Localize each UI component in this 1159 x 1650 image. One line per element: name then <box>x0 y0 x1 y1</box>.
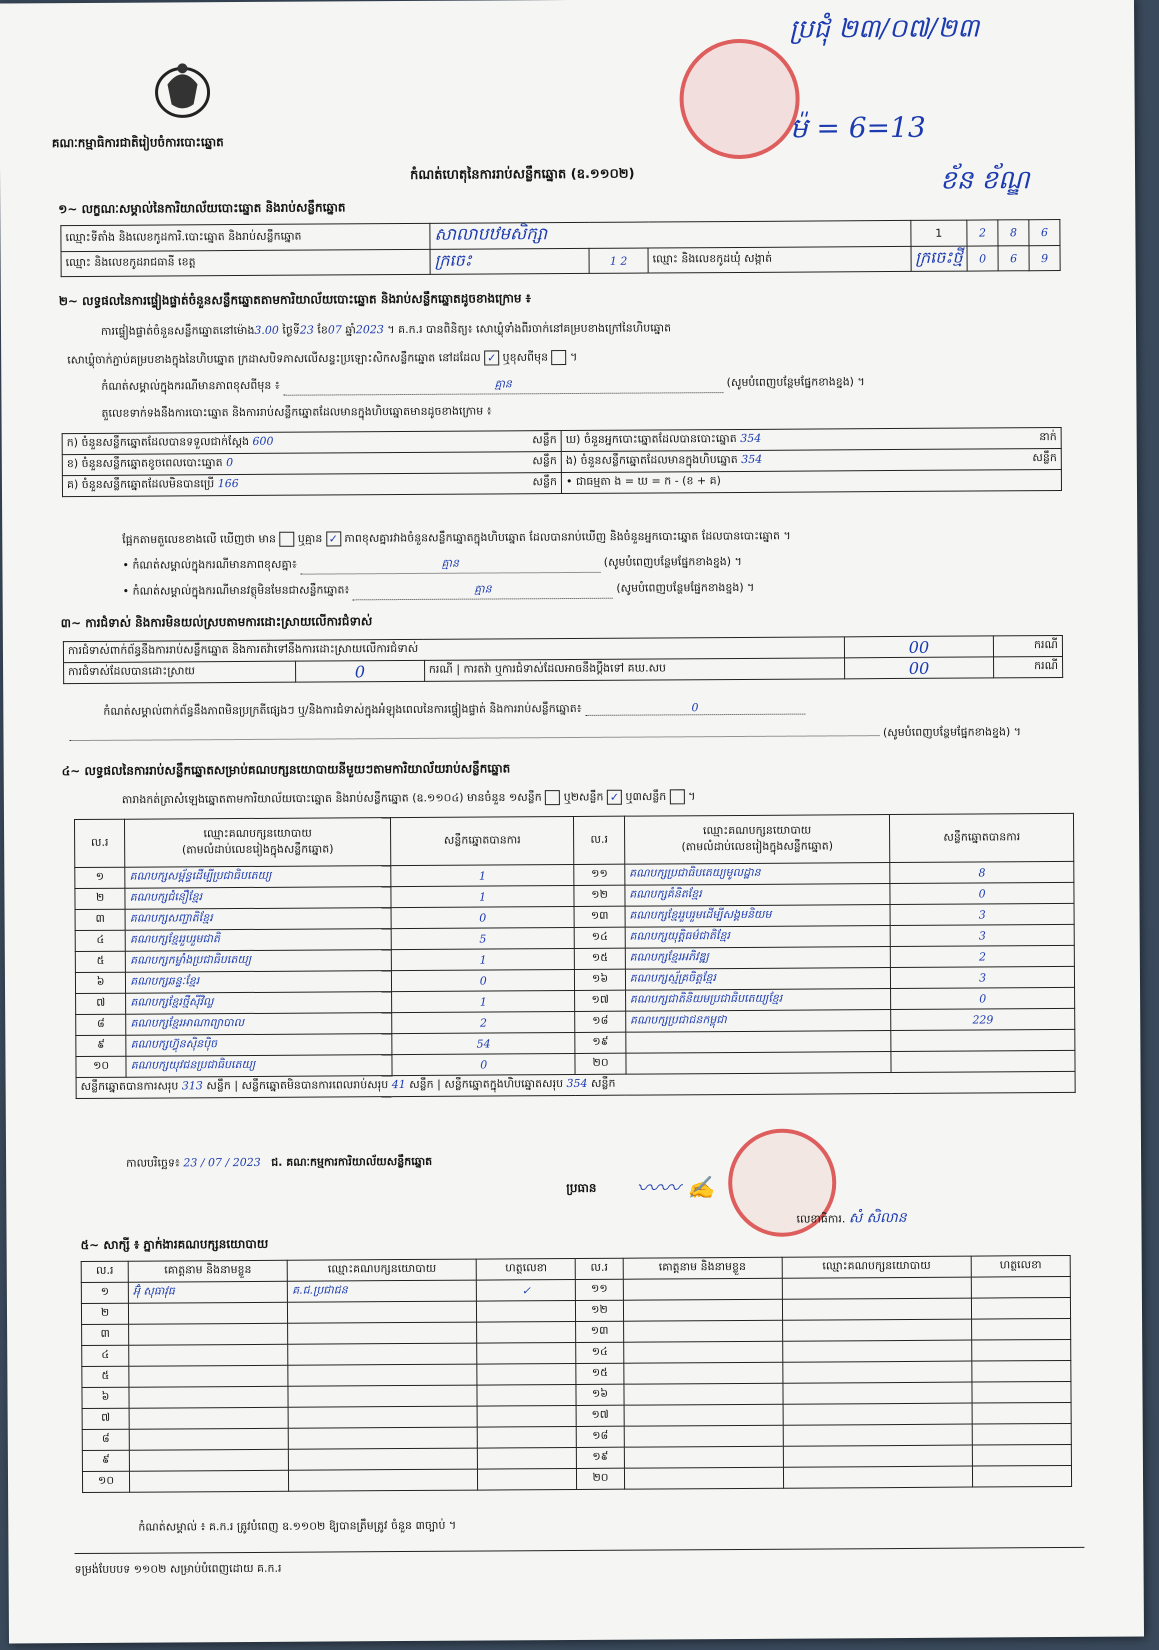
unchanged-checkbox[interactable]: ✓ <box>484 350 499 365</box>
witness-name[interactable] <box>624 1467 783 1489</box>
witness-party[interactable] <box>783 1382 972 1404</box>
appeal-value: 00 <box>845 657 994 679</box>
party-number: ៦ <box>75 972 125 993</box>
witness-number: ២ <box>81 1303 128 1324</box>
location-code-3: 8 <box>998 220 1029 246</box>
secretary-name: សំ សិលាន <box>848 1209 907 1227</box>
ballots-in-box-row: ង) ចំនួនសន្លឹកឆ្នោតដែលមានក្នុងហិបឆ្នោត 354 សន្លឹក <box>561 449 1061 473</box>
witness-number: ១៩ <box>577 1447 624 1468</box>
party-votes <box>891 1029 1075 1051</box>
witness-col-no-left: ល.រ <box>81 1261 128 1282</box>
irregularity-fill-hint: (សូមបំពេញបន្ថែមផ្នែកខាងខ្នង) ។ <box>69 725 1069 747</box>
two-sheet-checkbox[interactable]: ✓ <box>607 790 622 805</box>
commune-code-3: 9 <box>1029 246 1060 271</box>
handwritten-signature-note: ខ័ន ខ័ណ្ឌ <box>940 165 1030 196</box>
tally-sheet-line: តារាងកត់ត្រាសំឡេងឆ្នោតតាមការិយាល័យបោះឆ្នោត និងរាប់សន្លឹកឆ្នោត (ឧ.១១០៤) មានចំនួន ១សន្លឹក ឬ២សន្លឹក ✓ ឬ៣សន្លឹក ។ <box>121 789 696 807</box>
witness-party <box>288 1427 477 1449</box>
party-votes: 0 <box>391 969 575 991</box>
witness-signature[interactable] <box>972 1402 1071 1424</box>
witness-number: ៧ <box>82 1408 129 1429</box>
received-ballots-row: ក) ចំនួនសន្លឹកឆ្នោតដែលបានទទួលជាក់ស្តែង 600 សន្លឹក <box>62 431 561 455</box>
witness-number: ២០ <box>577 1468 624 1489</box>
appeal-label: ករណី | ការតវ៉ា ឬការជំទាស់ដែលអាចនឹងប្តឹងទៅ គឃ.សប <box>424 658 844 682</box>
party-name: គណបក្សខ្មែរថ្មីស៊ីវិល្ល <box>126 992 392 1015</box>
witness-col-party-left: ឈ្មោះគណបក្សនយោបាយ <box>287 1259 476 1281</box>
witness-number: ៣ <box>82 1324 129 1345</box>
witness-name <box>128 1302 287 1324</box>
witness-party[interactable] <box>783 1361 972 1383</box>
party-number: ១៦ <box>575 969 625 990</box>
witness-name[interactable] <box>623 1362 782 1384</box>
difference-note: កំណត់សម្គាល់ក្នុងករណីមានភាពខុសពីមុន ៖ គ្មាន (សូមបំពេញបន្ថែមផ្នែកខាងខ្នង) ។ <box>101 374 1081 397</box>
witness-name <box>129 1449 288 1471</box>
party-number: ១២ <box>574 885 624 906</box>
party-number: ៥ <box>75 951 125 972</box>
witness-signature <box>478 1468 577 1490</box>
witness-number: ៩ <box>82 1450 129 1471</box>
verify-time: 3.00 <box>254 323 279 337</box>
witness-signature[interactable] <box>971 1318 1070 1340</box>
resolved-value: 0 <box>295 660 424 682</box>
unused-ballots-row: គ) ចំនួនសន្លឹកឆ្នោតដែលមិនបានប្រើ 166 សន្លឹក <box>62 473 561 497</box>
location-value: សាលាបឋមសិក្សា <box>430 220 911 249</box>
appeal-unit: ករណី <box>994 656 1063 677</box>
witness-name <box>129 1365 288 1387</box>
province-code: 1 2 <box>589 248 648 273</box>
witness-party <box>289 1469 478 1491</box>
compare-line: ផ្អែកតាមតួលេខខាងលើ ឃើញថា មាន ឬគ្មាន ✓ ភាពខុសគ្នារវាងចំនួនសន្លឹកឆ្នោតក្នុងហិបឆ្នោត ដែលបានរាប់ឃើញ និងចំនួនអ្នកបោះឆ្នោត ដែលបានបោះឆ្នោត ។ <box>122 529 791 547</box>
no-difference-checkbox[interactable]: ✓ <box>326 531 341 546</box>
witness-signature[interactable] <box>972 1465 1071 1487</box>
official-seal-stamp <box>679 39 800 160</box>
footer-divider <box>74 1547 1084 1554</box>
witness-name <box>129 1323 288 1345</box>
witness-number: ១២ <box>576 1300 623 1321</box>
witness-party <box>288 1364 477 1386</box>
witness-signature <box>477 1321 576 1343</box>
party-name: គណបក្សសញ្ជាតិខ្មែរ <box>125 908 391 931</box>
witness-number: ១៨ <box>577 1426 624 1447</box>
witness-signature[interactable] <box>972 1360 1071 1382</box>
witness-party[interactable] <box>782 1340 971 1362</box>
province-value: ក្រចេះ <box>430 248 589 274</box>
party-name: គណបក្សឆន្ទៈខ្មែរ <box>126 971 392 994</box>
witness-col-party-right: ឈ្មោះគណបក្សនយោបាយ <box>782 1256 971 1278</box>
irregularity-note: កំណត់សម្គាល់ពាក់ព័ន្ធនឹងភាពមិនប្រក្រតីផ្សេងៗ ឬ/និងការជំទាស់ក្នុងអំឡុងពេលនៃការផ្ទៀងផ្ទាត់ និងការរាប់សន្លឹកឆ្នោត៖ 0 <box>103 701 805 721</box>
witness-party <box>288 1322 477 1344</box>
witness-name[interactable] <box>623 1278 782 1300</box>
witness-party[interactable] <box>783 1403 972 1425</box>
complaints-value: 00 <box>844 636 993 658</box>
col-no-left: ល.រ <box>74 819 125 867</box>
section3-title: ៣~ ការជំទាស់ និងការមិនយល់ស្របតាមការដោះស្រាយលើការជំទាស់ <box>60 614 373 631</box>
party-votes: 2 <box>392 1011 576 1033</box>
party-number: ៤ <box>75 930 125 951</box>
party-name: គណបក្សសម្ព័ន្ធដើម្បីប្រជាធិបតេយ្យ <box>125 866 391 889</box>
witness-signature[interactable] <box>972 1381 1071 1403</box>
resolved-label: ការជំទាស់ដែលបានដោះស្រាយ <box>64 661 296 683</box>
witness-name <box>129 1407 288 1429</box>
summary-table <box>62 427 1062 497</box>
total-in-box: 354 <box>566 1076 588 1091</box>
section1-table <box>60 219 1060 277</box>
witness-party[interactable] <box>782 1277 971 1299</box>
party-number: ១៨ <box>575 1011 625 1032</box>
three-sheet-checkbox[interactable] <box>670 789 685 804</box>
witness-number: ១៦ <box>576 1384 623 1405</box>
witness-name[interactable] <box>624 1404 783 1426</box>
party-votes: 1 <box>391 885 575 907</box>
section5-title: ៥~ សាក្សី ៖ ភ្នាក់ងារគណបក្សនយោបាយ <box>80 1236 269 1253</box>
party-name: គណបក្សខ្មែររួបរួមជាតិ <box>125 929 391 952</box>
province-label: ឈ្មោះ និងលេខកូដរាជធានី ខេត្ត <box>61 249 430 276</box>
party-name: គណបក្សប្រជាជនកម្ពុជា <box>625 1010 891 1033</box>
party-name: គណបក្សយុត្តិធម៌ជាតិខ្មែរ <box>625 926 891 949</box>
difference-note-value: គ្មាន <box>283 376 723 396</box>
party-name: គណបក្សខ្មែររួបរួមដើម្បីសង្គមនិយម <box>625 905 891 928</box>
complaints-label: ការជំទាស់ពាក់ព័ន្ធនឹងការរាប់សន្លឹកឆ្នោត និងការតវ៉ាទៅនឹងការដោះស្រាយលើការជំទាស់ <box>63 637 844 663</box>
witness-number: ១៣ <box>576 1321 623 1342</box>
witness-party: គ.ជ.ប្រជាជន <box>288 1280 477 1302</box>
party-number: ១០ <box>76 1056 126 1077</box>
party-name: គណបក្សប្រជាធិបតេយ្យមូលដ្ឋាន <box>625 863 891 886</box>
commune-value: ក្រចេះថ្មី <box>911 246 967 271</box>
witness-name[interactable] <box>623 1299 782 1321</box>
witness-number: ១៤ <box>576 1342 623 1363</box>
party-number: ១១ <box>574 864 624 885</box>
section4-title: ៤~ លទ្ធផលនៃការរាប់សន្លឹកឆ្នោតសម្រាប់គណបក្សនយោបាយនីមួយៗតាមការិយាល័យរាប់សន្លឹកឆ្នោត <box>61 761 511 779</box>
has-difference-checkbox[interactable] <box>279 532 294 547</box>
witness-party <box>288 1406 477 1428</box>
witness-signature <box>477 1363 576 1385</box>
witness-signature <box>478 1426 577 1448</box>
signing-date-line: កាលបរិច្ឆេទ៖ 23 / 07 / 2023 ជ. គណៈកម្មការការិយាល័យសន្លឹកឆ្នោត <box>126 1154 433 1170</box>
party-votes: 0 <box>392 1053 576 1075</box>
witness-signature[interactable] <box>972 1339 1071 1361</box>
chair-label: ប្រធាន <box>566 1180 597 1196</box>
party-name <box>626 1031 892 1054</box>
witness-number: ៨ <box>82 1429 129 1450</box>
witness-col-sign-left: ហត្ថលេខា <box>477 1258 576 1280</box>
witness-number: ១០ <box>82 1471 129 1492</box>
commune-code-1: 0 <box>967 246 998 271</box>
witness-name <box>129 1344 288 1366</box>
formula-row: • ជាធម្មតា ង = ឃ = ក - (ខ + គ) <box>561 470 1061 494</box>
handwritten-date-note: ប្រជុំ ២៣/០៧/២៣ <box>789 13 980 45</box>
signing-date: 23 / 07 / 2023 <box>183 1155 261 1170</box>
witness-number: ១៧ <box>577 1405 624 1426</box>
party-number: ៩ <box>76 1035 126 1056</box>
party-votes: 1 <box>391 948 575 970</box>
witness-signature[interactable] <box>972 1444 1071 1466</box>
party-name: គណបក្សជំនឿខ្មែរ <box>125 887 391 910</box>
party-number: ៨ <box>76 1014 126 1035</box>
party-number: ១៣ <box>575 906 625 927</box>
party-name: គណបក្សខ្មែរអភិវឌ្ឍ <box>625 947 891 970</box>
col-votes-left: សន្លឹកឆ្នោតបានការ <box>390 816 574 865</box>
witness-number: ១៥ <box>576 1363 623 1384</box>
witness-name: អ៊ុំ សុធាវុធ <box>128 1281 287 1303</box>
location-code-1: 1 <box>910 220 967 246</box>
verification-line: ការផ្ទៀងផ្ទាត់ចំនួនសន្លឹកឆ្នោតនៅម៉ោង3.00 ថ្ងៃទី23 ខែ07 ឆ្នាំ2023 ។ គ.ក.រ បានពិនិត្យ៖ សោឃ្លុំទាំងពីរចាក់នៅគម្របខាងក្រៅនៃហិបឆ្នោត <box>100 321 672 338</box>
commune-label: ឈ្មោះ និងលេខកូដឃុំ សង្កាត់ <box>648 246 911 273</box>
witness-party <box>288 1385 477 1407</box>
party-number: ១៩ <box>575 1032 625 1053</box>
witness-number: ១ <box>81 1282 128 1303</box>
col-party-left: ឈ្មោះគណបក្សនយោបាយ (តាមលំដាប់លេខរៀងក្នុងសន្លឹកឆ្នោត) <box>125 818 391 868</box>
witness-name <box>129 1386 288 1408</box>
section1-title: ១~ លក្ខណៈសម្គាល់នៃការិយាល័យបោះឆ្នោត និងរាប់សន្លឹកឆ្នោត <box>58 200 346 217</box>
secretary-line: លេខាធិការ. សំ សិលាន <box>796 1209 907 1227</box>
witness-signature[interactable] <box>971 1276 1070 1298</box>
party-number: ៧ <box>76 993 126 1014</box>
commune-code-2: 6 <box>998 246 1029 271</box>
party-votes: 0 <box>890 882 1074 904</box>
verify-year: 2023 <box>355 323 384 337</box>
party-name: គណបក្សកម្លាំងប្រជាធិបតេយ្យ <box>126 950 392 973</box>
witness-name[interactable] <box>623 1383 782 1405</box>
witness-name <box>129 1428 288 1450</box>
party-votes: 3 <box>891 924 1075 946</box>
form-footer: ទម្រង់បែបបទ ១១០២ សម្រាប់បំពេញដោយ គ.ក.រ <box>74 1561 282 1577</box>
witness-party <box>288 1301 477 1323</box>
national-emblem-icon <box>147 54 217 122</box>
location-code-4: 6 <box>1029 220 1060 246</box>
complaints-unit: ករណី <box>993 635 1062 656</box>
bullet-difference: • កំណត់សម្គាល់ក្នុងករណីមានភាពខុសគ្នា៖ គ្មាន (សូមបំពេញបន្ថែមផ្នែកខាងខ្នង) ។ <box>122 555 741 576</box>
summary-intro: តួលេខទាក់ទងនឹងការបោះឆ្នោត និងការរាប់សន្លឹកឆ្នោតដែលមានក្នុងហិបឆ្នោតមានដូចខាងក្រោម ៖ <box>101 404 492 420</box>
spoiled-ballots-row: ខ) ចំនួនសន្លឹកឆ្នោតខូចពេលបោះឆ្នោត 0 សន្លឹក <box>62 452 561 476</box>
witness-signature[interactable] <box>972 1423 1071 1445</box>
section2-title: ២~ លទ្ធផលនៃការផ្ទៀងផ្ទាត់ចំនួនសន្លឹកឆ្នោតតាមការិយាល័យបោះឆ្នោត និងរាប់សន្លឹកឆ្នោតដូចខាងក្រោម ៖ <box>58 291 531 309</box>
witness-party[interactable] <box>782 1319 971 1341</box>
party-number: ១ <box>75 867 125 888</box>
party-name: គណបក្សហ៊្វុនស៊ិនប៉ិច <box>126 1034 392 1057</box>
party-votes: 8 <box>890 861 1074 883</box>
witness-signature <box>477 1384 576 1406</box>
party-votes: 3 <box>891 966 1075 988</box>
one-sheet-checkbox[interactable] <box>545 790 560 805</box>
witness-signature <box>477 1342 576 1364</box>
witness-signature <box>477 1300 576 1322</box>
changed-checkbox[interactable] <box>552 350 567 365</box>
voters-row: ឃ) ចំនួនអ្នកបោះឆ្នោតដែលបានបោះឆ្នោត 354 នាក់ <box>561 428 1061 452</box>
witness-name[interactable] <box>624 1425 783 1447</box>
witness-party[interactable] <box>783 1466 972 1488</box>
party-votes <box>891 1050 1075 1072</box>
verify-day: 23 <box>299 323 314 337</box>
witness-signature <box>478 1447 577 1469</box>
witness-table <box>81 1255 1072 1493</box>
party-name: គណបក្សយុវជនប្រជាធិបតេយ្យ <box>126 1055 392 1078</box>
party-votes: 0 <box>891 987 1075 1009</box>
witness-party[interactable] <box>782 1298 971 1320</box>
witness-party[interactable] <box>783 1424 972 1446</box>
witness-name[interactable] <box>623 1341 782 1363</box>
witness-party <box>288 1343 477 1365</box>
party-votes: 54 <box>392 1032 576 1054</box>
witness-col-no-right: ល.រ <box>576 1258 623 1279</box>
total-valid: 313 <box>181 1079 203 1093</box>
witness-signature[interactable] <box>971 1297 1070 1319</box>
total-invalid: 41 <box>391 1078 406 1092</box>
verify-month: 07 <box>327 323 342 337</box>
col-party-right: ឈ្មោះគណបក្សនយោបាយ (តាមលំដាប់លេខរៀងក្នុងសន្លឹកឆ្នោត) <box>624 815 890 865</box>
witness-number: ៦ <box>82 1387 129 1408</box>
party-votes: 2 <box>891 945 1075 967</box>
party-number: ៣ <box>75 909 125 930</box>
party-name: គណបក្សជាតិនិយមប្រជាធិបតេយ្យខ្មែរ <box>625 989 891 1012</box>
party-name: គណបក្សស្ម័គ្រចិត្តខ្មែរ <box>625 968 891 991</box>
witness-name[interactable] <box>623 1320 782 1342</box>
party-votes: 229 <box>891 1008 1075 1030</box>
witness-col-name-right: គោត្តនាម និងនាមខ្លួន <box>623 1257 782 1279</box>
bullet-foreign-objects: • កំណត់សម្គាល់ក្នុងករណីមានវត្ថុមិនមែនជាសន្លឹកឆ្នោត៖ គ្មាន (សូមបំពេញបន្ថែមផ្នែកខាងខ្នង) ។ <box>123 581 755 602</box>
party-name: គណបក្សគំនិតខ្មែរ <box>625 884 891 907</box>
complaints-table <box>63 635 1063 684</box>
witness-signature: ✓ <box>477 1279 576 1301</box>
seal-check-line: សោឃ្លុំចាក់ភ្ជាប់គម្របខាងក្នុងនៃហិបឆ្នោត ក្រដាសបិទភាសលើសន្ទះប្រឡោះសិកសន្លឹកឆ្នោត នៅដដែល ✓ ឬខុសពីមុន ។ <box>67 350 578 367</box>
col-no-right: ល.រ <box>574 816 625 864</box>
witness-number: ៥ <box>82 1366 129 1387</box>
party-number: ១៧ <box>575 990 625 1011</box>
party-votes: 0 <box>391 906 575 928</box>
party-name: គណបក្សខ្មែរអាណាព្យាបាល <box>126 1013 392 1036</box>
party-number: ១៥ <box>575 948 625 969</box>
witness-signature <box>477 1405 576 1427</box>
party-votes: 3 <box>890 903 1074 925</box>
party-votes: 1 <box>391 864 575 886</box>
form-title: កំណត់ហេតុនៃការរាប់សន្លឹកឆ្នោត (ឧ.១១០២) <box>410 166 635 183</box>
location-label: ឈ្មោះទីតាំង និងលេខកូដការិ.បោះឆ្នោត និងរាប់សន្លឹកឆ្នោត <box>61 223 430 251</box>
witness-number: ៤ <box>82 1345 129 1366</box>
location-code-2: 2 <box>967 220 998 246</box>
witness-number: ១១ <box>576 1279 623 1300</box>
witness-col-sign-right: ហត្ថលេខា <box>971 1255 1070 1277</box>
party-number: ២ <box>75 888 125 909</box>
witness-party[interactable] <box>783 1445 972 1467</box>
witness-name[interactable] <box>624 1446 783 1468</box>
witness-note: កំណត់សម្គាល់ ៖ គ.ក.រ ត្រូវបំពេញ ឧ.១១០២ ឱ្យបានត្រឹមត្រូវ ចំនួន ៣ច្បាប់ ។ <box>138 1518 457 1534</box>
col-votes-right: សន្លឹកឆ្នោតបានការ <box>890 813 1074 862</box>
party-name <box>626 1052 892 1075</box>
committee-name: គណៈកម្មាធិការជាតិរៀបចំការបោះឆ្នោត <box>51 135 224 151</box>
handwritten-time-note: ម៉ = 6=13 <box>789 110 926 145</box>
results-totals: សន្លឹកឆ្នោតបានការសរុប 313 សន្លឹក | សន្លឹកឆ្នោតមិនបានការពេលរាប់សរុប 41 សន្លឹក | សន្លឹកឆ្នោតក្នុងហិបឆ្នោតសរុប 354 សន្លឹក <box>76 1071 1075 1098</box>
results-table <box>74 813 1076 1099</box>
party-number: ១៤ <box>575 927 625 948</box>
witness-col-name-left: គោត្តនាម និងនាមខ្លួន <box>128 1260 287 1282</box>
witness-party <box>289 1448 478 1470</box>
chair-signature: 〰〰 ✍ <box>636 1176 715 1202</box>
witness-name <box>130 1470 289 1492</box>
party-votes: 1 <box>391 990 575 1012</box>
party-number: ២០ <box>575 1053 625 1074</box>
party-votes: 5 <box>391 927 575 949</box>
